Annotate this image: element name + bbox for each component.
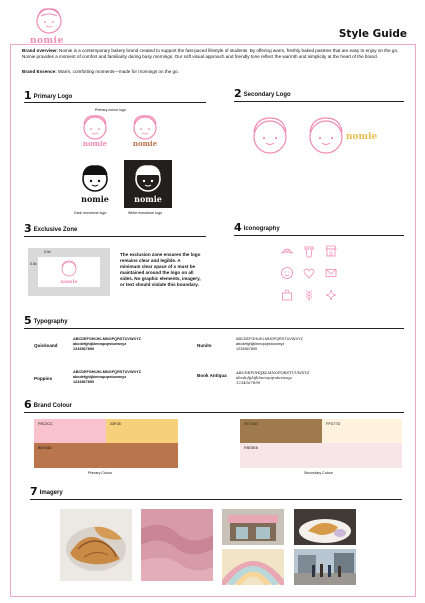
font-sample-digits: 1234567890: [236, 380, 261, 385]
primary-logo-caption: Primary colour logo: [95, 108, 126, 112]
primary-colour-caption: Primary Colour: [88, 471, 112, 475]
page-title: Style Guide: [338, 28, 407, 40]
font-sample-upper: ABCDEFGHIJKLMNOPQRSTUVWXYZ: [236, 370, 310, 375]
section-number: 3: [24, 222, 32, 235]
dark-logo-caption: Dark monotone logo: [74, 211, 107, 215]
bag-icon: [280, 288, 294, 302]
section-primary-logo-heading: [24, 90, 72, 101]
sparkle-icon: [324, 288, 338, 302]
swatch-primary-pink: [34, 419, 106, 443]
section-divider: [234, 101, 404, 102]
section-title: Typography: [33, 319, 68, 325]
section-title: Primary Logo: [33, 94, 73, 100]
section-title: Iconography: [243, 226, 280, 232]
street-people-photo: [294, 549, 356, 585]
swatch-hex: B9764D: [38, 446, 52, 450]
secondary-logo-icon: [246, 112, 294, 158]
overview-text: Nomie is a contemporary bakery brand created to support the fast-paced lifestyle of students. By offering warm, freshly baked pastries that are easy to enjoy on the go, Nomie provides a moment of comfort and familiarity during busy mornings. Our soft visual approach and friendly tone reflect the warmth and simplicity at the heart of the brand.: [22, 48, 399, 59]
shop-icon: [324, 244, 338, 258]
section-title: Exclusive Zone: [33, 227, 78, 233]
svg-text:nomie: nomie: [81, 194, 109, 204]
section-title: Brand Colour: [33, 403, 72, 409]
smile-icon: [280, 266, 294, 280]
svg-text:nomie: nomie: [134, 194, 162, 204]
brand-essence: [22, 69, 408, 74]
font-sample-quicksand: [73, 337, 163, 352]
section-divider: [24, 102, 206, 103]
zone-dimension-left: 0.5x: [30, 262, 37, 266]
section-number: 4: [234, 221, 242, 234]
wheat-icon: [302, 288, 316, 302]
section-number: 6: [24, 398, 32, 411]
section-title: Imagery: [39, 490, 63, 496]
brand-overview: [22, 48, 408, 60]
secondary-colour-caption: Secondary Colour: [304, 471, 333, 475]
font-name-nunito: Nunito: [197, 343, 212, 348]
zone-dimension-top: 0.5x: [44, 250, 51, 254]
secondary-logo-gold-icon: [302, 112, 350, 158]
essence-label: Brand Essence:: [22, 69, 57, 74]
section-number: 7: [30, 485, 38, 498]
section-divider: [24, 412, 404, 413]
section-divider: [234, 235, 404, 236]
font-sample-poppins: [73, 370, 163, 385]
mail-icon: [324, 266, 338, 280]
swatch-secondary-blush: [240, 443, 402, 468]
brand-wordmark: nomie: [30, 36, 64, 46]
font-sample-upper: ABCDEFGHIJKLMNOPQRSTUVWXYZ: [73, 337, 141, 341]
swatch-hex: FFD77D: [326, 422, 341, 426]
font-sample-upper: ABCDEFGHIJKLMNOPQRSTUVWXYZ: [236, 337, 303, 341]
font-sample-lower: abcdefghijklmnopqrstuvwxyz: [73, 342, 127, 346]
font-sample-upper: ABCDEFGHIJKLMNOPQRSTUVWXYZ: [73, 370, 141, 374]
swatch-hex: F8E5E8: [244, 446, 258, 450]
section-divider: [24, 236, 206, 237]
pastel-arches-photo: [222, 549, 284, 585]
swatch-primary-brown: [34, 443, 178, 468]
secondary-wordmark: nomie: [346, 132, 378, 142]
section-iconography-heading: [234, 222, 280, 233]
swatch-hex: F9C2CC: [38, 422, 53, 426]
font-sample-book-antiqua: [236, 370, 326, 385]
primary-logo-white-icon: [127, 162, 169, 206]
section-title: Secondary Logo: [243, 92, 291, 98]
croissant-icon: [280, 244, 294, 258]
croissant-photo: [60, 509, 132, 581]
section-exclusive-zone-heading: [24, 223, 77, 234]
font-sample-nunito: [236, 337, 326, 352]
font-name-quicksand: Quicksand: [34, 343, 58, 348]
swatch-secondary-cream: [322, 419, 402, 443]
section-secondary-logo-heading: [234, 88, 291, 99]
section-number: 1: [24, 89, 32, 102]
primary-logo-pink-icon: [75, 112, 115, 148]
font-sample-digits: 1234567890: [73, 380, 95, 384]
overview-label: Brand overview:: [22, 48, 58, 53]
font-sample-digits: 1234567890: [236, 347, 258, 351]
heart-icon: [302, 266, 316, 280]
font-name-poppins: Poppins: [34, 376, 53, 381]
primary-logo-gold-icon: [125, 112, 165, 148]
white-logo-caption: White monotone logo: [128, 211, 162, 215]
pastry-plate-photo: [294, 509, 356, 545]
swatch-primary-yellow: [106, 419, 178, 443]
svg-text:nomie: nomie: [132, 139, 158, 148]
cup-icon: [302, 244, 316, 258]
font-sample-lower: abcdefghijklmnopqrstuvwxyz: [236, 375, 293, 380]
section-number: 2: [234, 87, 242, 100]
exclusion-zone-description: The exclusion zone ensures the logo remains clear and legible. A minimum clear space of x must be maintained around the logo on all sides. No graphic elements, imagery, or text should violate this boundary.: [120, 252, 201, 287]
section-number: 5: [24, 314, 32, 327]
section-typography-heading: [24, 315, 68, 326]
font-name-book-antiqua: Book Antiqua: [197, 373, 227, 378]
essence-text: Warm, comforting moments—made for mornings on the go.: [58, 69, 179, 74]
section-brand-colour-heading: [24, 399, 72, 410]
swatch-hex: 9E7A4E: [244, 422, 258, 426]
zone-logo-icon: [58, 259, 80, 285]
section-divider: [24, 328, 404, 329]
svg-text:nomie: nomie: [60, 279, 78, 285]
svg-text:nomie: nomie: [82, 139, 108, 148]
section-divider: [30, 499, 402, 500]
bakery-storefront-photo: [222, 509, 284, 545]
pink-fabric-photo: [141, 509, 213, 581]
font-sample-lower: abcdefghijklmnopqrstuvwxyz: [73, 375, 127, 379]
section-imagery-heading: [30, 486, 63, 497]
font-sample-lower: abcdefghijklmnopqrstuvwxyz: [236, 342, 285, 346]
exclusion-zone-diagram: [28, 248, 110, 296]
font-sample-digits: 1234567890: [73, 347, 95, 351]
primary-logo-dark-icon: [74, 162, 116, 206]
swatch-hex: 23F26: [110, 422, 121, 426]
swatch-secondary-brown: [240, 419, 322, 443]
